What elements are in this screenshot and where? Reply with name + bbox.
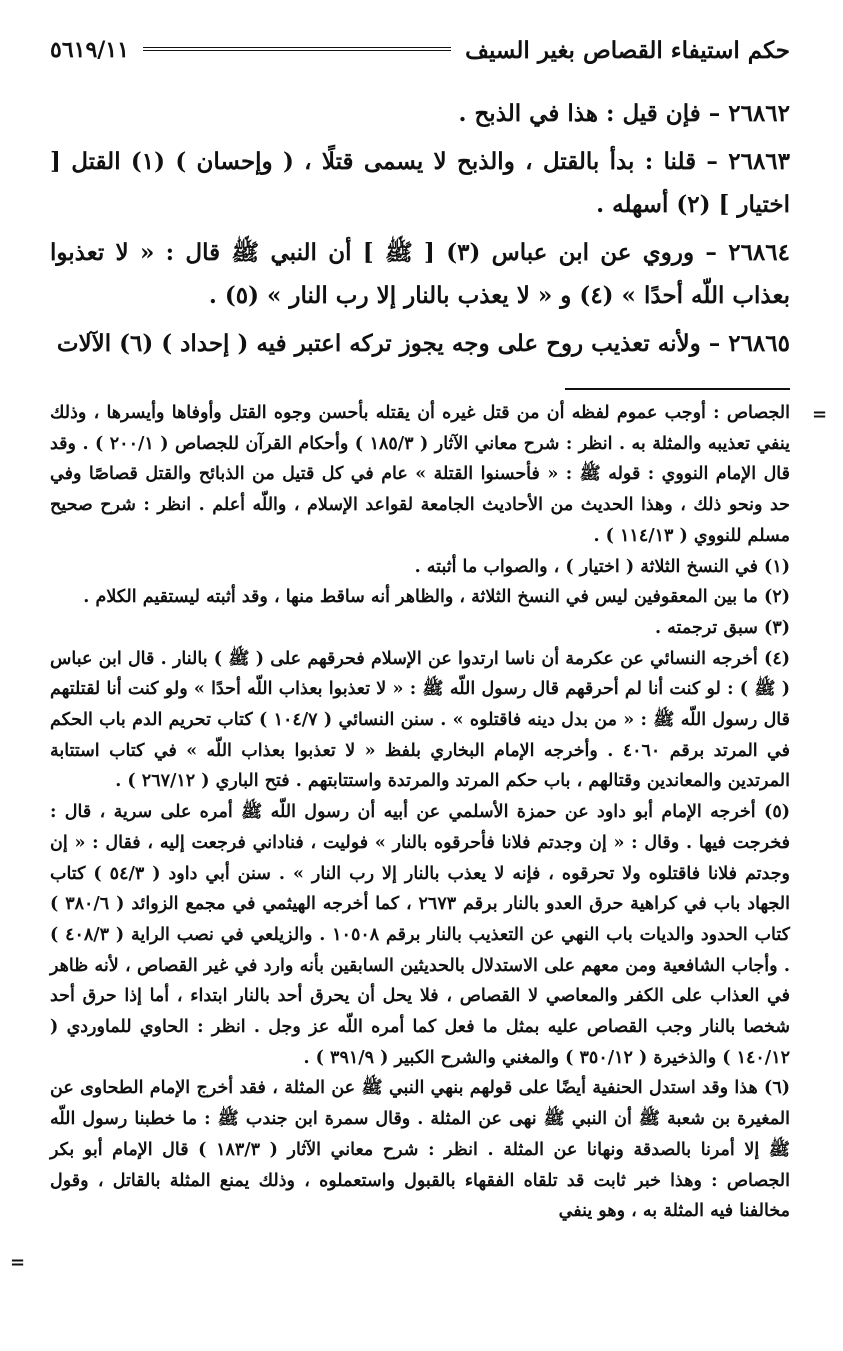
footnotes — [50, 398, 790, 1227]
continuation-mark-end: = — [10, 1252, 26, 1273]
footnote-separator — [565, 388, 790, 390]
paragraph-number: ٢٦٨٦٢ — [728, 100, 790, 127]
footnote: الجصاص : أوجب عموم لفظه أن من قتل غيره أن يقتله بأحسن وجوه القتل وأوفاها وأيسرها ، وذلك ينفي تعذيبه والمثلة به . انظر : شرح معاني الآثار ( ١٨٥/٣ ) وأحكام القرآن للجصاص ( ٢٠٠/١ ) . وقد قال الإمام النووي : قوله ﷺ : « فأحسنوا القتلة » عام في كل قتيل من الذبائح والقتل قصاصًا وفي حد ونحو ذلك ، وهذا الحديث من الأحاديث الجامعة لقواعد الإسلام ، واللّه أعلم . انظر : شرح صحيح مسلم للنووي ( ١١٤/١٣ ) . — [50, 403, 791, 546]
paragraph — [50, 231, 790, 317]
paragraph-text: – وروي عن ابن عباس (٣) [ ﷺ ] أن النبي ﷺ قال : « لا تعذبوا بعذاب اللّه أحدًا » (٤) و « لا يعذب بالنار إلا رب النار » (٥) . — [50, 239, 790, 309]
paragraph-number: ٢٦٨٦٣ — [728, 148, 791, 175]
header-rule — [143, 47, 451, 53]
footnote: (١) في النسخ الثلاثة ( اختيار ) ، والصواب ما أثبته . — [414, 556, 790, 577]
running-title: حكم استيفاء القصاص بغير السيف — [465, 36, 790, 64]
page-reference: ٥٦١٩/١١ — [50, 37, 129, 63]
paragraph-number: ٢٦٨٦٥ — [728, 330, 790, 357]
paragraph — [50, 140, 790, 226]
footnote: (٦) هذا وقد استدل الحنفية أيضًا على قولهم بنهي النبي ﷺ عن المثلة ، فقد أخرج الإمام الطحاوى عن المغيرة بن شعبة ﷺ أن النبي ﷺ نهى عن المثلة . وقال سمرة ابن جندب ﷺ : ما خطبنا رسول اللّه ﷺ إلا أمرنا بالصدقة ونهانا عن المثلة . انظر : شرح معاني الآثار ( ١٨٣/٣ ) قال الإمام أبو بكر الجصاص : وهذا خبر ثابت قد تلقاه الفقهاء بالقبول واستعملوه ، وذلك يمنع المثلة بالقاتل ، وقول مخالفنا فيه المثلة به ، وهو ينفي — [50, 1078, 790, 1222]
footnote: (٣) سبق ترجمته . — [654, 617, 790, 638]
paragraph-text: – فإن قيل : هذا في الذبح . — [458, 100, 729, 127]
footnote: (٤) أخرجه النسائي عن عكرمة أن ناسا ارتدوا عن الإسلام فحرقهم على ( ﷺ ) بالنار . قال ابن عباس ( ﷺ ) : لو كنت أنا لم أحرقهم قال رسول اللّه ﷺ : « لا تعذبوا بعذاب اللّه أحدًا » ولو كنت أنا لقتلتهم قال رسول اللّه ﷺ : « من بدل دينه فاقتلوه » . سنن النسائي ( ١٠٤/٧ ) كتاب تحريم الدم باب الحكم في المرتد برقم ٤٠٦٠ . وأخرجه الإمام البخاري بلفظ « لا تعذبوا بعذاب اللّه » في كتاب استتابة المرتدين والمعاندين وقتالهم ، باب حكم المرتد والمرتدة واستتابتهم . فتح الباري ( ٢٦٧/١٢ ) . — [50, 648, 790, 792]
main-text — [50, 92, 790, 370]
continuation-mark-start: = — [812, 404, 828, 425]
paragraph-number: ٢٦٨٦٤ — [728, 239, 790, 266]
paragraph — [50, 92, 790, 135]
footnote: (٥) أخرجه الإمام أبو داود عن حمزة الأسلمي عن أبيه أن رسول اللّه ﷺ أمره على سرية ، قال : فخرجت فيها . وقال : « إن وجدتم فلانا فأحرقوه بالنار » فوليت ، فناداني فرجعت إليه ، فقال : « إن وجدتم فلانا فاقتلوه ولا تحرقوه ، فإنه لا يعذب بالنار إلا رب النار » . سنن أبي داود ( ٥٤/٣ ) كتاب الجهاد باب في كراهية حرق العدو بالنار برقم ٢٦٧٣ ، كما أخرجه الهيثمي في مجمع الزوائد ( ٣٨٠/٦ ) كتاب الحدود والديات باب النهي عن التعذيب بالنار برقم ١٠٥٠٨ . والزيلعي في نصب الراية ( ٤٠٨/٣ ) . وأجاب الشافعية ومن معهم على الاستدلال بالحديثين السابقين بأنه وارد في غير القصاص ، لأنه ظاهر في العذاب على الكفر والمعاصي لا القصاص ، فلا يحل أن يحرق أحد بالنار ابتداء ، أما إذا حرق أحد شخصا بالنار وجب القصاص عليه بمثل ما فعل كما أمره اللّه عز وجل . انظر : الحاوي للماوردي ( ١٤٠/١٢ ) والذخيرة ( ٣٥٠/١٢ ) والمغني والشرح الكبير ( ٣٩١/٩ ) . — [50, 802, 791, 1068]
page-header — [50, 30, 790, 70]
paragraph-text: – قلنا : بدأ بالقتل ، والذبح لا يسمى قتلًا ، ( وإحسان ) (١) القتل [ اختيار ] (٢) أسهله . — [50, 148, 790, 218]
paragraph — [50, 322, 790, 365]
paragraph-text: – ولأنه تعذيب روح على وجه يجوز تركه اعتبر فيه ( إحداد ) (٦) الآلات — [56, 330, 729, 357]
footnote: (٢) ما بين المعقوفين ليس في النسخ الثلاثة ، والظاهر أنه ساقط منها ، وقد أثبته ليستقيم الكلام . — [83, 587, 790, 608]
